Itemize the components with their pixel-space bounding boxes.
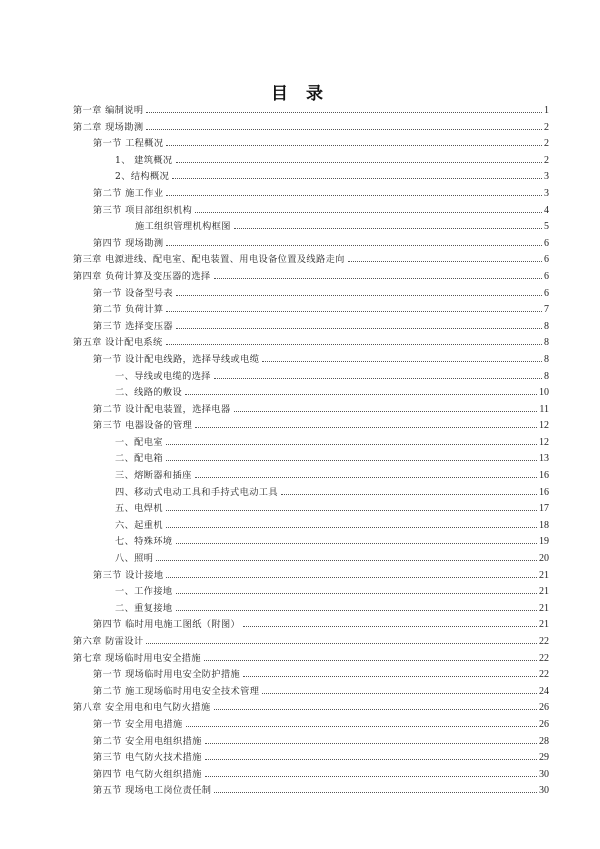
toc-entry-label: 第一章 编制说明: [73, 105, 144, 116]
toc-entry-page-number: 10: [539, 387, 549, 399]
toc-entry[interactable]: [73, 783, 549, 800]
toc-entry-page-number: 18: [539, 519, 549, 531]
toc-entry-label: 第三节 电气防火技术措施: [93, 752, 202, 764]
toc-entry-page-number: 3: [544, 171, 549, 183]
toc-entry[interactable]: [73, 153, 549, 170]
toc-entry[interactable]: [73, 319, 549, 336]
dot-leader: [166, 310, 542, 312]
toc-entry[interactable]: [73, 369, 549, 386]
dot-leader: [234, 410, 538, 412]
dot-leader: [156, 559, 537, 561]
toc-entry-label: 第三节 设计接地: [93, 569, 164, 581]
toc-entry[interactable]: [73, 584, 549, 601]
toc-entry-label: 第一节 安全用电措施: [93, 718, 183, 730]
toc-entry[interactable]: [73, 601, 549, 618]
dot-leader: [205, 775, 537, 777]
toc-entry-label: 七、特殊环境: [115, 536, 173, 548]
toc-entry-page-number: 30: [539, 785, 549, 797]
dot-leader: [186, 725, 537, 727]
toc-entry-label: 第一节 现场临时用电安全防护措施: [93, 669, 241, 681]
toc-entry-page-number: 8: [544, 370, 549, 382]
toc-entry[interactable]: [73, 335, 549, 352]
toc-entry-page-number: 8: [544, 320, 549, 332]
dot-leader: [348, 260, 542, 262]
toc-entry-label: 第三节 选择变压器: [93, 320, 174, 332]
dot-leader: [166, 459, 537, 461]
toc-entry-page-number: 20: [539, 553, 549, 565]
toc-entry-label: 第二节 负荷计算: [93, 304, 164, 316]
toc-entry-page-number: 6: [544, 237, 549, 249]
toc-entry-label: 第一节 设备型号表: [93, 287, 174, 299]
toc-entry[interactable]: [73, 186, 549, 203]
toc-entry[interactable]: [73, 136, 549, 153]
toc-entry-page-number: 17: [539, 503, 549, 515]
toc-entry-page-number: 19: [539, 536, 549, 548]
toc-entry-label: 一、工作接地: [115, 586, 173, 598]
toc-entry[interactable]: [73, 103, 549, 120]
toc-entry-label: 二、配电箱: [115, 453, 163, 465]
dot-leader: [166, 576, 537, 578]
toc-entry-page-number: 8: [544, 337, 549, 349]
dot-leader: [166, 343, 542, 345]
toc-entry-page-number: 5: [544, 221, 549, 233]
dot-leader: [185, 393, 537, 395]
toc-entry[interactable]: [73, 717, 549, 734]
toc-entry-page-number: 24: [539, 685, 549, 697]
toc-entry[interactable]: [73, 634, 549, 651]
dot-leader: [166, 509, 537, 511]
toc-entry-page-number: 29: [539, 752, 549, 764]
dot-leader: [146, 642, 537, 644]
toc-entry-label: 二、重复接地: [115, 602, 173, 614]
dot-leader: [195, 211, 542, 213]
dot-leader: [243, 625, 537, 627]
dot-leader: [176, 294, 542, 296]
toc-entry[interactable]: [73, 485, 549, 502]
toc-entry-label: 第三章 电源进线、配电室、配电装置、用电设备位置及线路走向: [73, 254, 345, 266]
dot-leader: [214, 377, 542, 379]
toc-entry-page-number: 21: [539, 602, 549, 614]
toc-entry[interactable]: [73, 750, 549, 767]
toc-entry-page-number: 22: [539, 636, 549, 647]
toc-entry-label: 二、线路的敷设: [115, 387, 183, 399]
toc-entry-page-number: 30: [539, 768, 549, 780]
toc-entry-page-number: 16: [539, 470, 549, 482]
toc-entry[interactable]: [73, 269, 549, 286]
dot-leader: [234, 227, 542, 229]
toc-entry-page-number: 12: [539, 420, 549, 432]
dot-leader: [204, 659, 537, 661]
toc-entry[interactable]: [73, 286, 549, 303]
toc-entry-label: 第五章 设计配电系统: [73, 337, 163, 349]
toc-entry[interactable]: [73, 468, 549, 485]
dot-leader: [166, 526, 537, 528]
toc-entry-label: 第五节 现场电工岗位责任制: [93, 785, 212, 797]
toc-entry-page-number: 26: [539, 718, 549, 730]
toc-entry-page-number: 11: [539, 403, 549, 415]
toc-entry-label: 第二节 设计配电装置，选择电器: [93, 403, 231, 415]
toc-entry[interactable]: [73, 651, 549, 668]
toc-entry-label: 1、 建筑概况: [115, 154, 173, 166]
toc-entry-label: 2、结构概况: [115, 171, 170, 183]
dot-leader: [205, 742, 537, 744]
toc-entry-label: 第二章 现场勘测: [73, 121, 144, 133]
toc-entry-label: 三、熔断器和插座: [115, 470, 192, 482]
toc-entry-label: 第四节 临时用电施工图纸（附图）: [93, 619, 241, 631]
toc-entry-page-number: 2: [544, 138, 549, 150]
toc-entry-label: 第四节 电气防火组织措施: [93, 768, 202, 780]
toc-entry[interactable]: [73, 501, 549, 518]
toc-entry-page-number: 6: [544, 254, 549, 266]
toc-entry[interactable]: [73, 451, 549, 468]
dot-leader: [166, 244, 542, 246]
toc-entry-page-number: 21: [539, 586, 549, 598]
dot-leader: [214, 708, 537, 710]
toc-entry-label: 第八章 安全用电和电气防火措施: [73, 702, 211, 714]
toc-entry[interactable]: [73, 684, 549, 701]
dot-leader: [214, 791, 537, 793]
toc-entry[interactable]: [73, 667, 549, 684]
toc-title: 目 录: [271, 84, 329, 104]
toc-entry[interactable]: [73, 203, 549, 220]
dot-leader: [281, 493, 537, 495]
dot-leader: [176, 609, 537, 611]
toc-entry[interactable]: [73, 551, 549, 568]
dot-leader: [205, 758, 537, 760]
toc-entry[interactable]: [73, 302, 549, 319]
dot-leader: [243, 675, 537, 677]
toc-entry[interactable]: [73, 169, 549, 186]
toc-entry-page-number: 28: [539, 735, 549, 747]
toc-entry[interactable]: [73, 236, 549, 253]
toc-entry-page-number: 22: [539, 669, 549, 681]
toc-entry[interactable]: [73, 219, 549, 236]
toc-entry-page-number: 1: [544, 105, 549, 116]
dot-leader: [176, 592, 537, 594]
toc-entry-page-number: 3: [544, 187, 549, 199]
toc-entry-label: 五、电焊机: [115, 503, 163, 515]
toc-entry[interactable]: [73, 767, 549, 784]
toc-entry-page-number: 13: [539, 453, 549, 465]
dot-leader: [176, 327, 542, 329]
dot-leader: [166, 443, 537, 445]
toc-entry-page-number: 26: [539, 702, 549, 714]
toc-entry-page-number: 21: [539, 619, 549, 631]
toc-entry-page-number: 21: [539, 569, 549, 581]
toc-entry-label: 八、照明: [115, 553, 154, 565]
toc-entry[interactable]: [73, 352, 549, 369]
toc-entry[interactable]: [73, 435, 549, 452]
table-of-contents: [73, 103, 549, 800]
toc-entry[interactable]: [73, 617, 549, 634]
toc-entry-page-number: 7: [544, 304, 549, 316]
toc-entry-page-number: 6: [544, 270, 549, 282]
dot-leader: [262, 360, 542, 362]
toc-entry[interactable]: [73, 568, 549, 585]
toc-entry-page-number: 12: [539, 436, 549, 448]
dot-leader: [166, 194, 542, 196]
toc-entry-page-number: 2: [544, 121, 549, 133]
toc-entry-label: 第四节 现场勘测: [93, 237, 164, 249]
toc-entry-label: 一、配电室: [115, 436, 163, 448]
toc-entry[interactable]: [73, 402, 549, 419]
dot-leader: [176, 161, 542, 163]
toc-entry-label: 第三节 项目部组织机构: [93, 204, 193, 216]
dot-leader: [195, 426, 537, 428]
toc-entry[interactable]: [73, 518, 549, 535]
toc-entry[interactable]: [73, 534, 549, 551]
toc-entry-label: 第二节 施工作业: [93, 187, 164, 199]
toc-entry[interactable]: [73, 700, 549, 717]
toc-entry-label: 六、起重机: [115, 519, 163, 531]
toc-entry-label: 第二节 安全用电组织措施: [93, 735, 202, 747]
toc-entry-page-number: 2: [544, 154, 549, 166]
dot-leader: [262, 692, 537, 694]
toc-entry-label: 第一节 工程概况: [93, 138, 164, 150]
dot-leader: [146, 128, 542, 130]
toc-entry-label: 第一节 设计配电线路，选择导线或电缆: [93, 353, 260, 365]
dot-leader: [176, 542, 537, 544]
toc-entry-label: 第四章 负荷计算及变压器的选择: [73, 270, 211, 282]
dot-leader: [195, 476, 537, 478]
toc-entry[interactable]: [73, 385, 549, 402]
toc-entry-label: 第二节 施工现场临时用电安全技术管理: [93, 685, 260, 697]
toc-entry-label: 一、导线或电缆的选择: [115, 370, 211, 382]
toc-entry-page-number: 6: [544, 287, 549, 299]
dot-leader: [214, 277, 542, 279]
toc-entry[interactable]: [73, 418, 549, 435]
toc-entry[interactable]: [73, 252, 549, 269]
toc-entry-label: 四、移动式电动工具和手持式电动工具: [115, 486, 278, 498]
toc-entry-page-number: 16: [539, 486, 549, 498]
dot-leader: [166, 144, 542, 146]
toc-entry-page-number: 8: [544, 353, 549, 365]
toc-entry-label: 第七章 现场临时用电安全措施: [73, 652, 201, 664]
toc-entry-label: 第六章 防雷设计: [73, 636, 144, 647]
toc-entry-label: 第三节 电器设备的管理: [93, 420, 193, 432]
dot-leader: [146, 111, 542, 113]
toc-entry[interactable]: [73, 120, 549, 137]
toc-entry[interactable]: [73, 734, 549, 751]
dot-leader: [172, 177, 542, 179]
toc-entry-page-number: 22: [539, 652, 549, 664]
toc-entry-label: 施工组织管理机构框图: [135, 221, 231, 233]
toc-entry-page-number: 4: [544, 204, 549, 216]
